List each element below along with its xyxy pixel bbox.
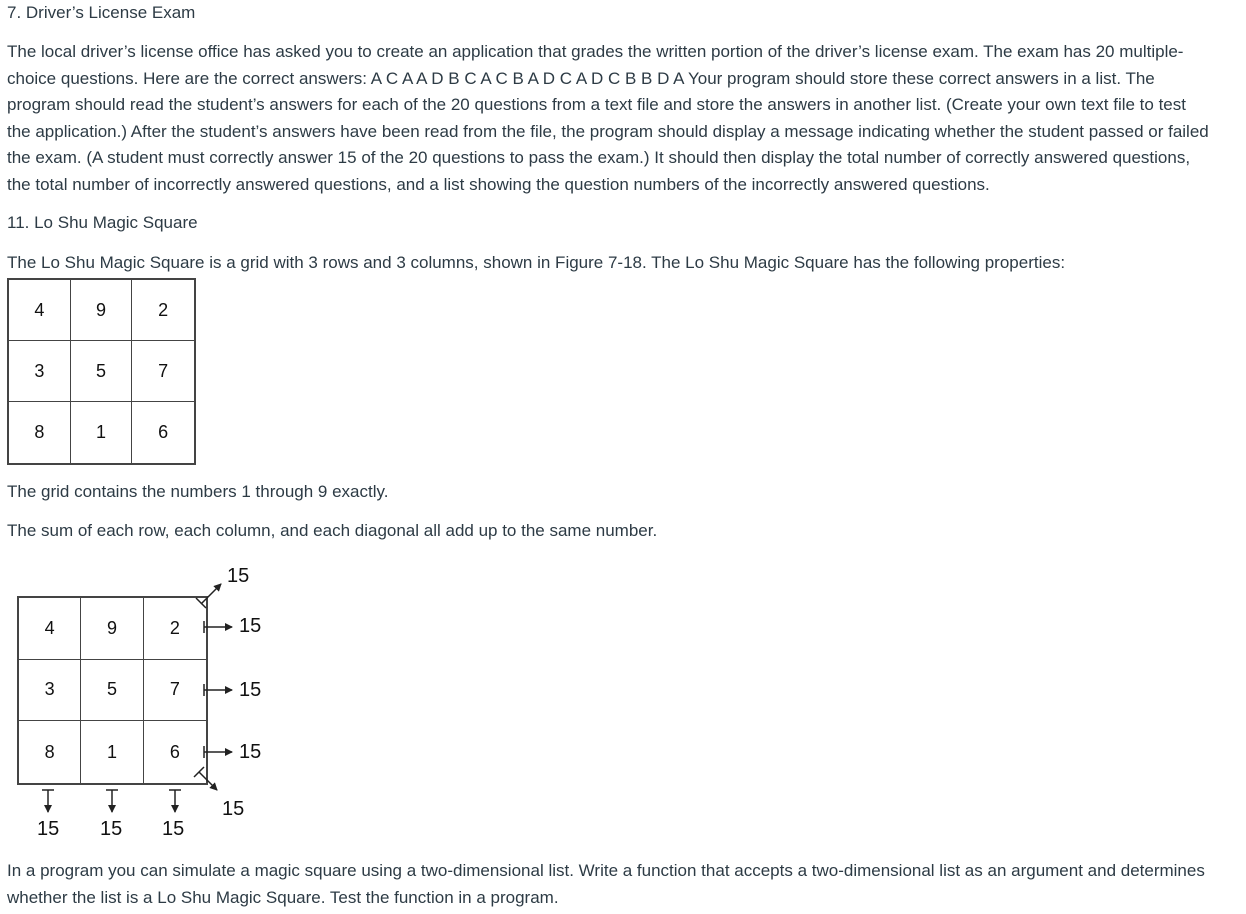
grid-cell: 7	[144, 660, 206, 722]
grid-cell: 3	[19, 660, 81, 722]
paragraph-line: the total number of incorrectly answered questions, and a list showing the question numbers of the incorrectly answered questions.	[7, 174, 990, 194]
sum-col-3: 15	[162, 818, 185, 840]
paragraph-line: The local driver’s license office has asked you to create an application that grades the written portion of the driver’s license exam. The exam has 20 multiple-	[7, 42, 1184, 61]
grid-cell: 5	[81, 660, 143, 722]
sum-diagonal-up: 15	[227, 565, 250, 587]
grid-cell: 1	[71, 402, 133, 463]
grid-cell: 2	[132, 280, 194, 341]
property-2: The sum of each row, each column, and each diagonal all add up to the same number.	[7, 521, 658, 540]
paragraph-line: whether the list is a Lo Shu Magic Square. Test the function in a program.	[7, 887, 559, 907]
section-11-intro: The Lo Shu Magic Square is a grid with 3 rows and 3 columns, shown in Figure 7-18. The Lo Shu Magic Square has the following properties:	[7, 253, 1066, 272]
grid-cell: 3	[9, 341, 71, 402]
grid-cell: 6	[158, 422, 169, 442]
section-11-heading: 11. Lo Shu Magic Square	[7, 213, 198, 232]
sum-row-2: 15	[239, 679, 262, 701]
sum-col-2: 15	[100, 818, 123, 840]
grid-cell: 5	[71, 341, 133, 402]
closing-paragraph	[7, 858, 1242, 911]
sum-row-1: 15	[239, 615, 262, 637]
grid-cell: 9	[71, 280, 133, 341]
grid-cell: 9	[81, 598, 143, 660]
property-1: The grid contains the numbers 1 through 9 exactly.	[7, 482, 389, 501]
grid-cell: 8	[9, 402, 71, 463]
paragraph-line: choice questions. Here are the correct answers: A C A A D B C A C B A D C A D C B B D A Your program should store these correct answers in a list. The	[7, 68, 1155, 88]
sum-row-3: 15	[239, 741, 262, 763]
paragraph-line: In a program you can simulate a magic square using a two-dimensional list. Write a function that accepts a two-dimensional list as an argument and determines	[7, 861, 1205, 880]
grid-cell: 8	[19, 721, 81, 783]
diagonal-down-arrow	[199, 772, 217, 790]
grid-cell: 1	[81, 721, 143, 783]
grid-cell: 7	[132, 341, 194, 402]
sum-col-1: 15	[37, 818, 60, 840]
section-7-heading: 7. Driver’s License Exam	[7, 3, 196, 22]
grid-cell: 2	[144, 598, 206, 660]
paragraph-line: program should read the student’s answers for each of the 20 questions from a text file and store the answers in another list. (Create your own text file to test	[7, 95, 1186, 114]
grid-cell: 6	[169, 741, 180, 762]
sum-diagonal-down: 15	[222, 798, 245, 820]
paragraph-line: the exam. (A student must correctly answer 15 of the 20 questions to pass the exam.) It should then display the total number of correctly answered questions,	[7, 148, 1191, 167]
grid-cell: 4	[9, 280, 71, 341]
diagonal-up-arrow	[201, 584, 221, 604]
paragraph-line: the application.) After the student’s answers have been read from the file, the program should display a message indicating whether the student passed or failed	[7, 121, 1209, 141]
grid-cell: 4	[19, 598, 81, 660]
